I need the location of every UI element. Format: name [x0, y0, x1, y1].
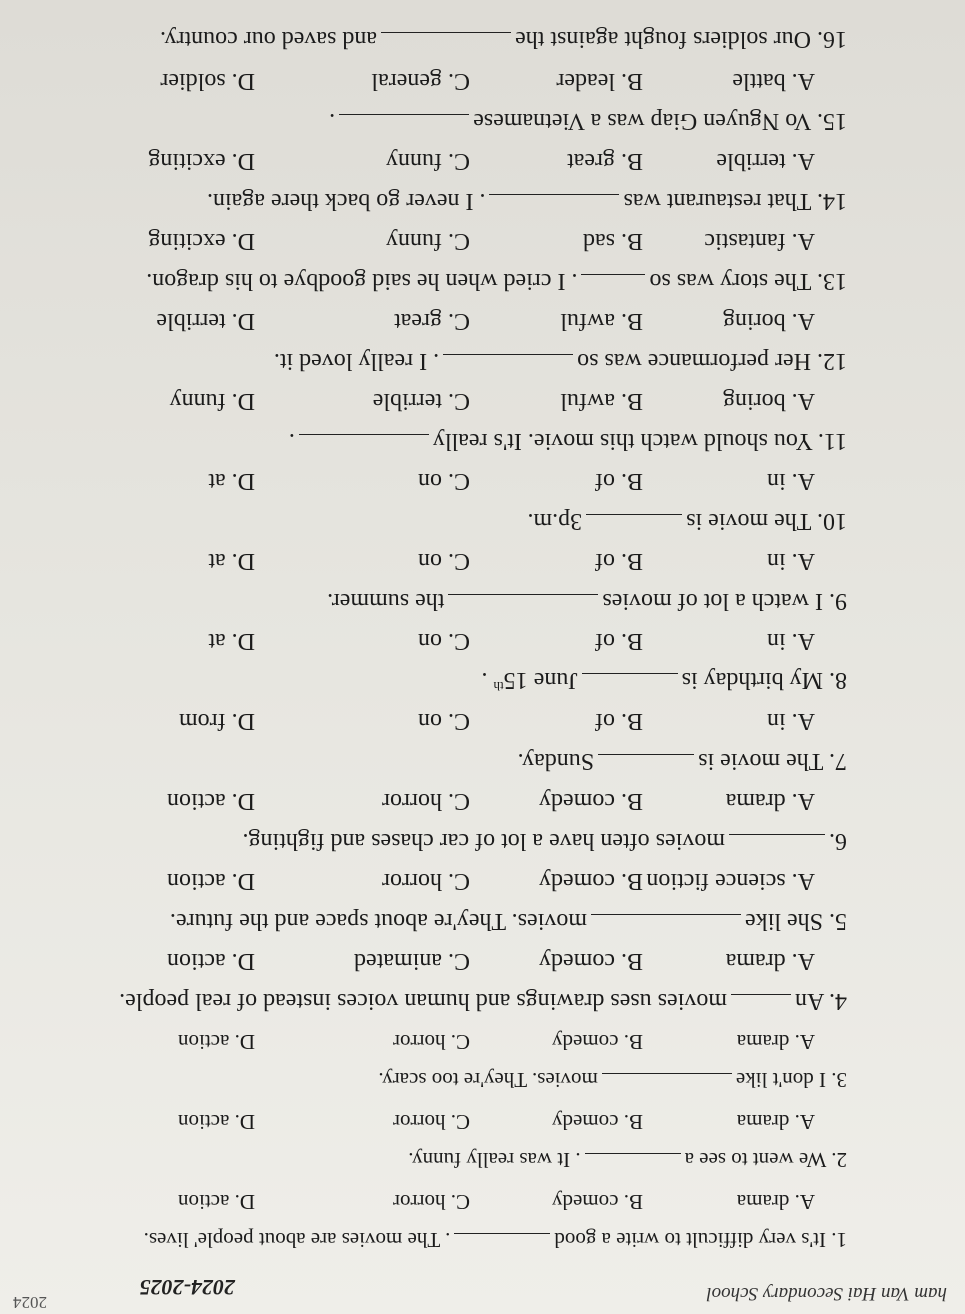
option-c[interactable]: C. funny: [386, 228, 470, 254]
question-stem-end: . I cried when he said goodbye to his dragon.: [146, 268, 578, 294]
option-b[interactable]: B. comedy: [552, 1110, 643, 1134]
question-7: [47, 747, 847, 774]
option-b[interactable]: B. awful: [560, 388, 643, 414]
options-10: [35, 464, 815, 494]
question-16: [47, 25, 847, 52]
question-stem: 1. It's very difficult to write a good: [554, 1228, 847, 1252]
question-stem-end: movies. They're about space and the future.: [169, 908, 587, 934]
option-d[interactable]: D. at: [208, 548, 255, 574]
option-b[interactable]: B. comedy: [552, 1030, 643, 1054]
answer-blank[interactable]: [729, 834, 825, 853]
answer-blank[interactable]: [586, 514, 682, 533]
option-c[interactable]: C. on: [417, 468, 470, 494]
corner-year-text: 2024: [13, 1293, 47, 1312]
option-c[interactable]: C. horror: [382, 868, 470, 894]
question-stem-end: . It was really funny.: [408, 1148, 581, 1172]
school-name: ham Van Hai Secondary School: [706, 1283, 947, 1304]
question-stem-end: Sunday.: [517, 748, 595, 774]
option-b[interactable]: B. of: [595, 708, 643, 734]
option-c[interactable]: C. funny: [386, 148, 470, 174]
options-7: [35, 704, 815, 734]
options-4: [35, 944, 815, 974]
question-stem: 7. The movie is: [698, 748, 847, 774]
question-stem-end: . The movies are about people' lives.: [143, 1228, 451, 1252]
question-13: [47, 267, 847, 294]
option-d[interactable]: D. exciting: [148, 148, 255, 174]
question-14: [47, 187, 847, 214]
option-b[interactable]: B. awful: [560, 308, 643, 334]
answer-blank[interactable]: [443, 354, 573, 373]
option-c[interactable]: C. great: [394, 308, 470, 334]
options-1: [35, 1184, 815, 1214]
option-c[interactable]: C. general: [371, 68, 470, 94]
option-d[interactable]: D. exciting: [148, 228, 255, 254]
option-b[interactable]: B. sad: [583, 228, 643, 254]
question-12: [47, 347, 847, 374]
answer-blank[interactable]: [731, 994, 791, 1013]
option-c[interactable]: C. horror: [393, 1110, 470, 1134]
option-c[interactable]: C. on: [417, 548, 470, 574]
answer-blank[interactable]: [591, 914, 741, 933]
option-a[interactable]: A. drama: [736, 1190, 815, 1214]
options-6: [35, 784, 815, 814]
option-c[interactable]: C. terrible: [372, 388, 470, 414]
question-stem-end: the summer.: [327, 588, 445, 614]
question-10: [47, 507, 847, 534]
question-stem: 10. The movie is: [686, 508, 847, 534]
question-stem: 15. Vo Nguyen Giap was a Vietnamese: [473, 108, 847, 134]
option-a[interactable]: A. in: [767, 468, 815, 494]
options-5: [35, 864, 815, 894]
option-b[interactable]: B. of: [595, 468, 643, 494]
options-2: [35, 1104, 815, 1134]
options-8: [35, 624, 815, 654]
option-a[interactable]: A. drama: [725, 948, 815, 974]
question-stem: 4. An: [794, 988, 847, 1014]
option-d[interactable]: D. action: [178, 1030, 255, 1054]
question-2: [47, 1147, 847, 1172]
question-stem-end: June 15: [503, 667, 578, 693]
question-stem: 9. I watch a lot of movies: [602, 588, 847, 614]
option-b[interactable]: B. great: [567, 148, 643, 174]
answer-blank[interactable]: [602, 1073, 732, 1092]
answer-blank[interactable]: [454, 1233, 550, 1252]
option-c[interactable]: C. on: [417, 708, 470, 734]
question-stem-end: movies uses drawings and human voices instead of real people.: [119, 988, 727, 1014]
question-stem-end: . I really loved it.: [273, 348, 440, 374]
option-a[interactable]: A. in: [767, 628, 815, 654]
answer-blank[interactable]: [582, 673, 678, 692]
answer-blank[interactable]: [448, 594, 598, 613]
option-d[interactable]: D. action: [167, 788, 255, 814]
question-stem-end: .: [329, 108, 336, 134]
option-d[interactable]: D. action: [167, 948, 255, 974]
answer-blank[interactable]: [598, 754, 694, 773]
answer-blank[interactable]: [490, 194, 620, 213]
question-stem-end: 3p.m.: [527, 508, 583, 534]
question-stem: 2. We went to see a: [684, 1148, 847, 1172]
question-4: [47, 987, 847, 1014]
question-1: [47, 1227, 847, 1252]
ordinal-suffix: th: [493, 679, 504, 694]
option-b[interactable]: B. of: [595, 548, 643, 574]
answer-blank[interactable]: [381, 32, 511, 51]
option-b[interactable]: B. comedy: [539, 788, 643, 814]
question-stem: 5. She like: [745, 908, 847, 934]
question-stem: 3. I don't like: [735, 1068, 847, 1092]
option-c[interactable]: C. horror: [382, 788, 470, 814]
answer-blank[interactable]: [581, 274, 645, 293]
options-15: [35, 64, 815, 94]
question-stem-end: .: [288, 428, 295, 454]
question-stem: 14. That restaurant was: [623, 188, 847, 214]
option-b[interactable]: B. leader: [556, 68, 643, 94]
question-stem: 16. Our soldiers fought against the: [515, 26, 847, 52]
option-c[interactable]: C. animated: [354, 948, 470, 974]
options-14: [35, 144, 815, 174]
option-b[interactable]: B. of: [595, 628, 643, 654]
question-6: [47, 827, 847, 854]
option-c[interactable]: C. on: [417, 628, 470, 654]
option-b[interactable]: B. comedy: [539, 868, 643, 894]
options-11: [35, 384, 815, 414]
question-5: [47, 907, 847, 934]
option-a[interactable]: A. boring: [723, 308, 815, 334]
options-3: [35, 1024, 815, 1054]
question-3: [47, 1067, 847, 1092]
options-13: [35, 224, 815, 254]
answer-blank[interactable]: [339, 114, 469, 133]
option-d[interactable]: D. action: [178, 1190, 255, 1214]
question-stem-end: movies. They're too scary.: [378, 1068, 598, 1092]
option-d[interactable]: D. funny: [169, 388, 255, 414]
options-12: [35, 304, 815, 334]
question-stem-end: and saved our country.: [160, 26, 378, 52]
question-8: [47, 666, 847, 694]
question-stem: 6.: [829, 828, 847, 854]
option-a[interactable]: A. drama: [736, 1110, 815, 1134]
options-9: [35, 544, 815, 574]
answer-blank[interactable]: [585, 1153, 681, 1172]
question-stem-end: . I never go back there again.: [206, 188, 486, 214]
option-d[interactable]: D. action: [167, 868, 255, 894]
question-15: [47, 107, 847, 134]
question-stem: 13. The story was so: [649, 268, 847, 294]
option-a[interactable]: A. drama: [736, 1030, 815, 1054]
option-d[interactable]: D. at: [208, 628, 255, 654]
option-c[interactable]: C. horror: [393, 1190, 470, 1214]
question-stem: 8. My birthday is: [681, 667, 847, 693]
option-d[interactable]: D. terrible: [156, 308, 255, 334]
question-11: [47, 427, 847, 454]
option-a[interactable]: A. fantastic: [704, 228, 815, 254]
option-a[interactable]: A. in: [767, 548, 815, 574]
option-d[interactable]: D. at: [208, 468, 255, 494]
question-stem-end: movies often have a lot of car chases and fighting.: [242, 828, 725, 854]
option-a[interactable]: A. drama: [725, 788, 815, 814]
question-stem-period: .: [481, 667, 488, 693]
option-a[interactable]: A. boring: [723, 388, 815, 414]
question-stem: 11. You should watch this movie. It's really: [432, 428, 847, 454]
option-d[interactable]: D. action: [178, 1110, 255, 1134]
option-d[interactable]: D. from: [179, 708, 255, 734]
answer-blank[interactable]: [299, 434, 429, 453]
option-b[interactable]: B. comedy: [539, 948, 643, 974]
question-9: [47, 587, 847, 614]
school-year: 2024-2025: [139, 1275, 235, 1300]
option-b[interactable]: B. comedy: [552, 1190, 643, 1214]
option-c[interactable]: C. horror: [393, 1030, 470, 1054]
option-a[interactable]: A. battle: [732, 68, 815, 94]
option-a[interactable]: A. in: [767, 708, 815, 734]
question-stem: 12. Her performance was so: [577, 348, 847, 374]
option-a[interactable]: A. science fiction: [646, 868, 815, 894]
option-a[interactable]: A. terrible: [716, 148, 815, 174]
option-d[interactable]: D. soldier: [160, 68, 255, 94]
